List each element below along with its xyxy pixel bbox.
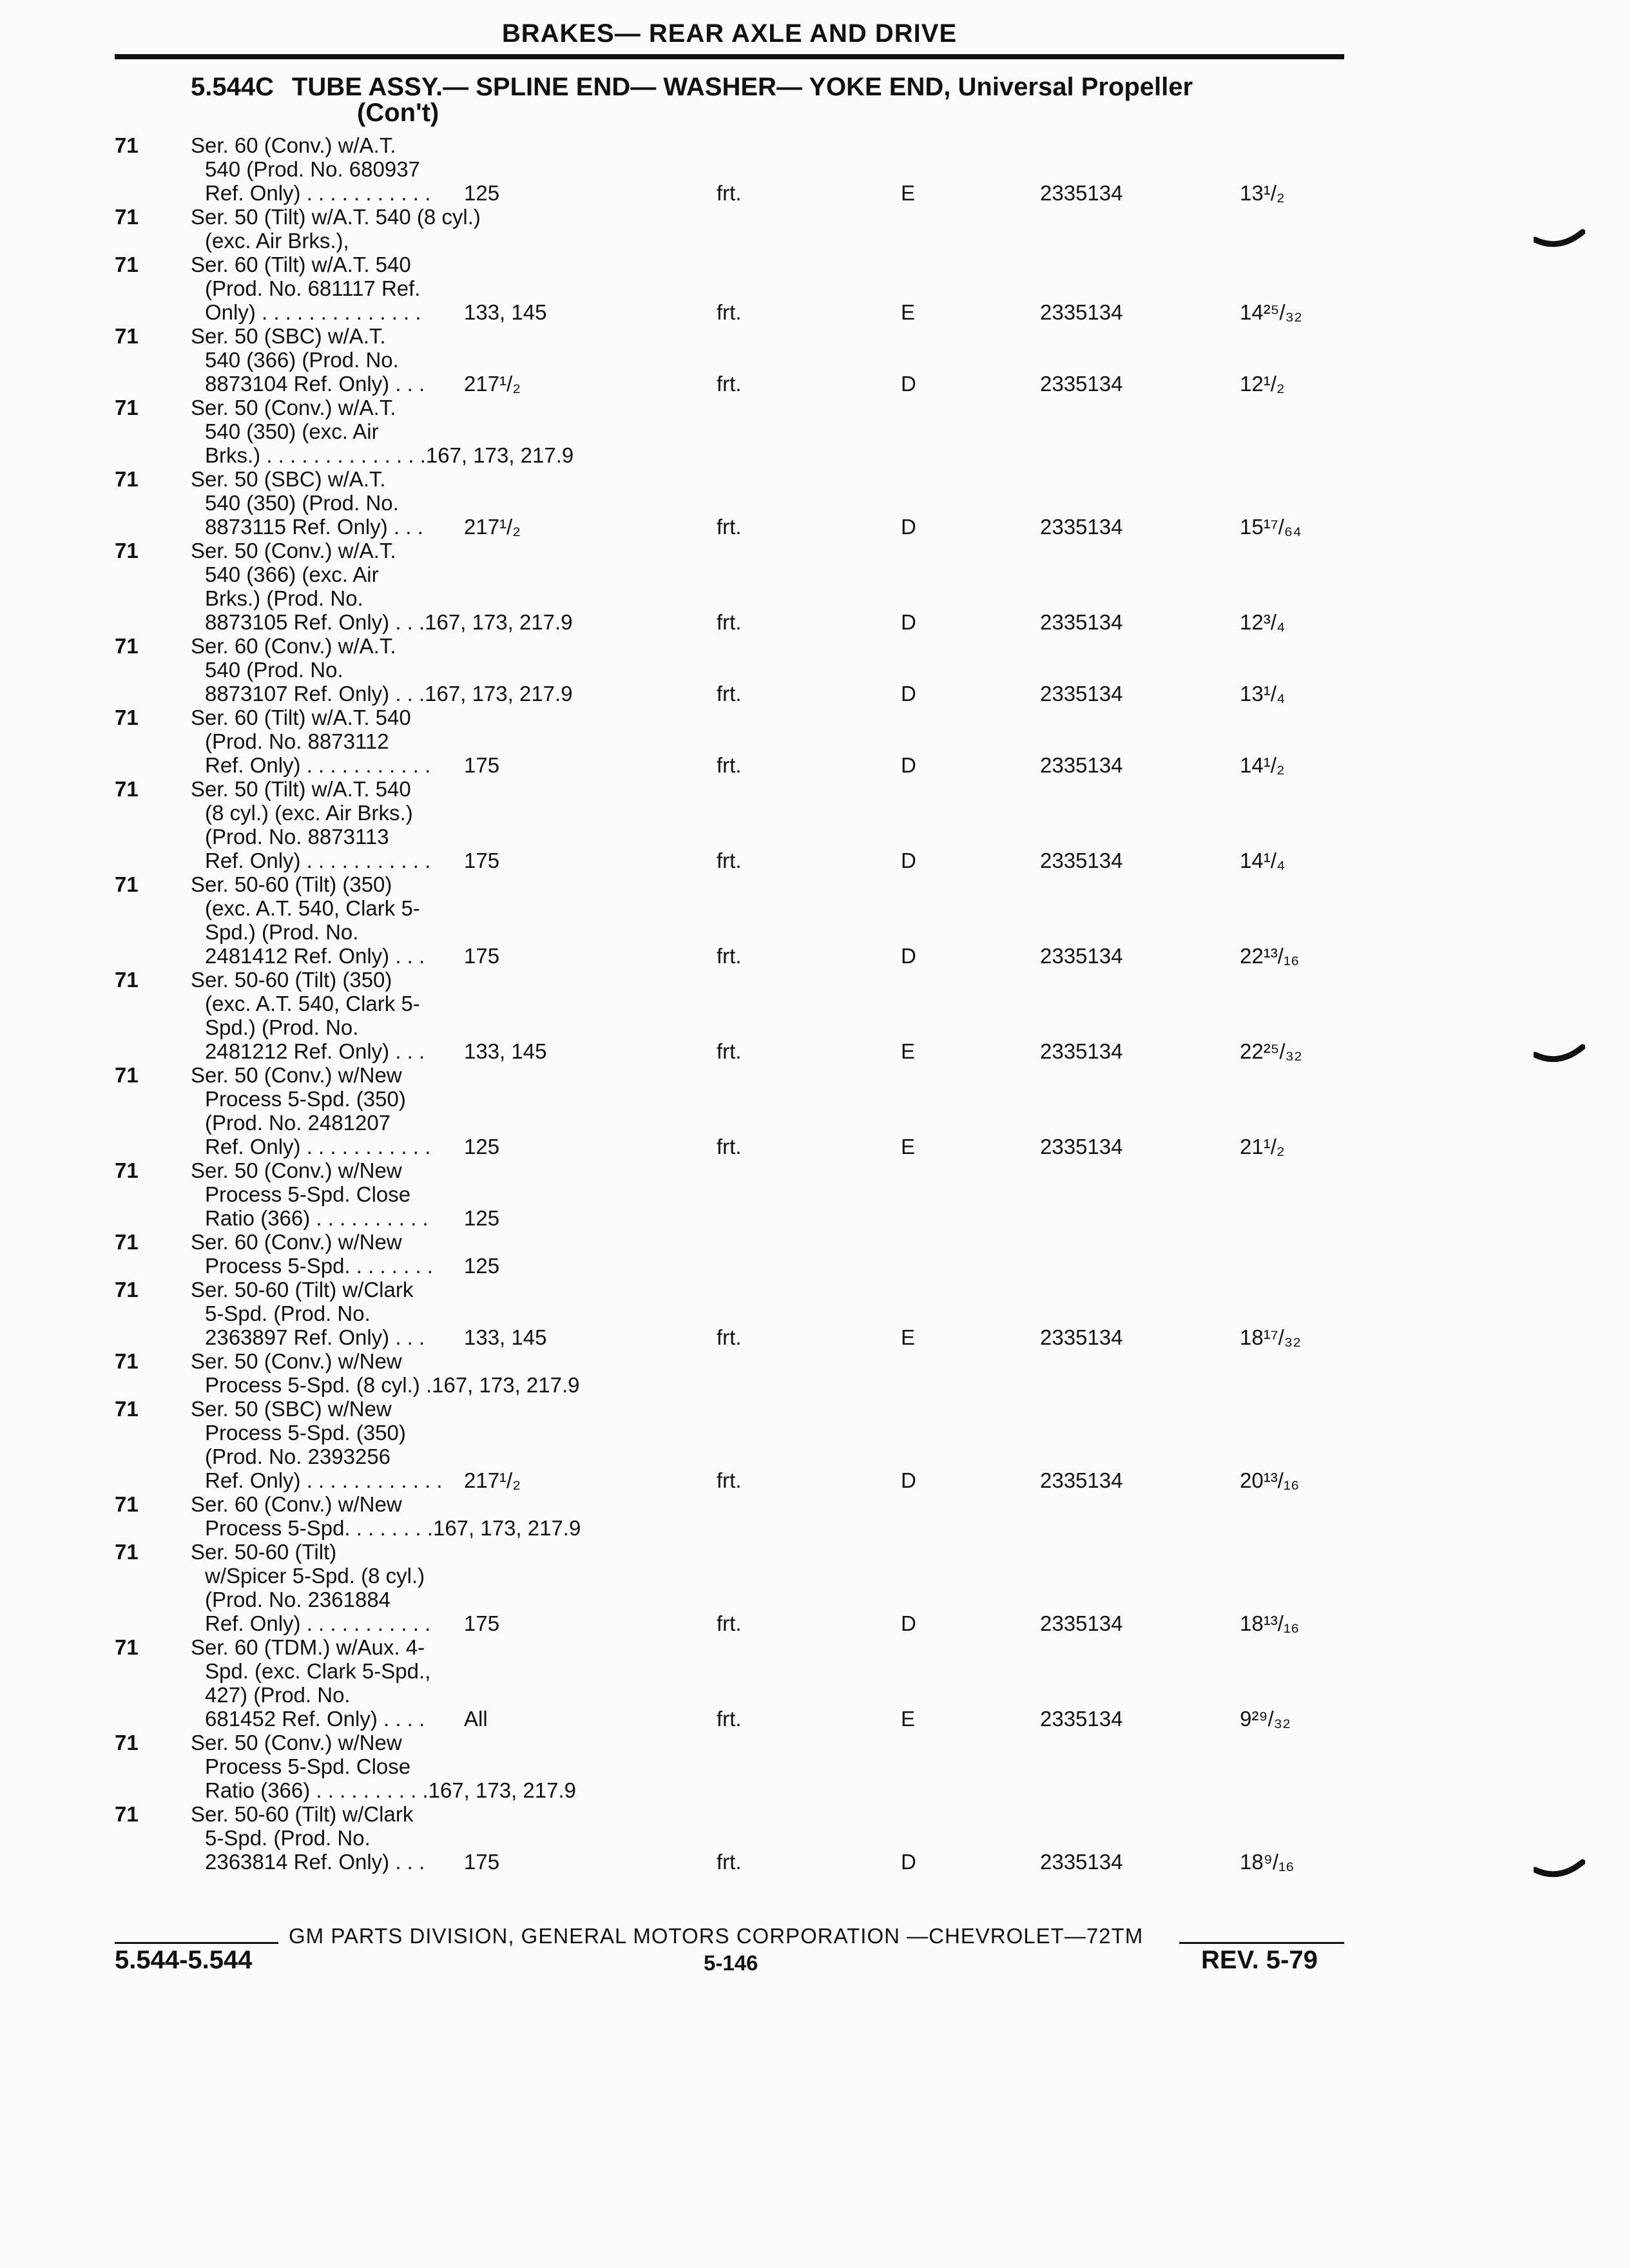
model-year: 71 bbox=[115, 1492, 139, 1516]
location: frt. bbox=[717, 372, 742, 396]
length: 14²⁵/₃₂ bbox=[1240, 300, 1302, 324]
application-description bbox=[191, 1278, 655, 1349]
code: E bbox=[901, 1707, 916, 1731]
model-year: 71 bbox=[115, 133, 139, 157]
code: D bbox=[901, 682, 916, 706]
location: frt. bbox=[717, 1039, 742, 1063]
model-year: 71 bbox=[115, 634, 139, 658]
description-line: Ser. 50 (SBC) w/New bbox=[191, 1397, 392, 1421]
application-description bbox=[191, 1540, 655, 1635]
application-description bbox=[191, 968, 655, 1063]
description-line: Brks.) . . . . . . . . . . . . . .167, 173, 217.9 bbox=[205, 443, 574, 467]
description-line: Ref. Only) . . . . . . . . . . . bbox=[205, 1611, 431, 1635]
description-line: (Prod. No. 2393256 bbox=[205, 1445, 391, 1468]
application-description bbox=[191, 324, 655, 396]
code: D bbox=[901, 610, 916, 634]
model-year: 71 bbox=[115, 1802, 139, 1826]
description-line: 2481212 Ref. Only) . . . bbox=[205, 1039, 425, 1063]
location: frt. bbox=[717, 300, 742, 324]
length: 18¹⁷/₃₂ bbox=[1240, 1325, 1302, 1349]
header-rule bbox=[115, 54, 1344, 59]
code: E bbox=[901, 1135, 916, 1158]
part-number: 2335134 bbox=[1040, 300, 1123, 324]
wheelbase: 217¹/₂ bbox=[464, 372, 521, 396]
part-number: 2335134 bbox=[1040, 753, 1123, 777]
description-line: 540 (366) (exc. Air bbox=[205, 562, 379, 586]
model-year: 71 bbox=[115, 1731, 139, 1754]
application-description bbox=[191, 467, 655, 539]
model-year: 71 bbox=[115, 324, 139, 348]
model-year: 71 bbox=[115, 872, 139, 896]
description-line: (exc. A.T. 540, Clark 5- bbox=[205, 992, 420, 1015]
description-line: Process 5-Spd. Close bbox=[205, 1754, 411, 1778]
list-item bbox=[0, 777, 1629, 872]
list-item bbox=[0, 133, 1629, 205]
description-line: Ref. Only) . . . . . . . . . . . bbox=[205, 753, 431, 777]
list-item bbox=[0, 539, 1629, 634]
description-line: Ser. 50-60 (Tilt) w/Clark bbox=[191, 1802, 414, 1826]
section-number: 5.544C bbox=[191, 73, 274, 101]
description-line: Ser. 50-60 (Tilt) (350) bbox=[191, 968, 392, 992]
location: frt. bbox=[717, 1707, 742, 1731]
description-line: Ratio (366) . . . . . . . . . .167, 173, 217.9 bbox=[205, 1778, 576, 1802]
wheelbase: 125 bbox=[464, 1135, 500, 1158]
description-line: Ser. 50-60 (Tilt) (350) bbox=[191, 872, 392, 896]
wheelbase: 125 bbox=[464, 1206, 500, 1230]
location: frt. bbox=[717, 1135, 742, 1158]
description-line: Ser. 50-60 (Tilt) w/Clark bbox=[191, 1278, 414, 1302]
description-line: 8873105 Ref. Only) . . .167, 173, 217.9 bbox=[205, 610, 573, 634]
description-line: Ser. 50 (SBC) w/A.T. bbox=[191, 467, 386, 491]
wheelbase: 133, 145 bbox=[464, 1325, 547, 1349]
list-item bbox=[0, 1230, 1629, 1278]
description-line: 2363814 Ref. Only) . . . bbox=[205, 1850, 425, 1874]
description-line: Ser. 50 (Conv.) w/New bbox=[191, 1349, 402, 1373]
length: 13¹/₄ bbox=[1240, 682, 1286, 706]
application-description bbox=[191, 1397, 655, 1492]
part-number: 2335134 bbox=[1040, 515, 1123, 539]
list-item bbox=[0, 1492, 1629, 1540]
model-year: 71 bbox=[115, 205, 139, 229]
model-year: 71 bbox=[115, 1349, 139, 1373]
description-line: Ref. Only) . . . . . . . . . . . bbox=[205, 849, 431, 872]
application-description bbox=[191, 205, 655, 253]
description-line: Spd.) (Prod. No. bbox=[205, 1015, 359, 1039]
length: 9²⁹/₃₂ bbox=[1240, 1707, 1291, 1731]
part-number: 2335134 bbox=[1040, 1850, 1123, 1874]
description-line: Process 5-Spd. Close bbox=[205, 1182, 411, 1206]
description-line: 681452 Ref. Only) . . . . bbox=[205, 1707, 425, 1731]
application-description bbox=[191, 396, 655, 467]
description-line: Ser. 50 (Conv.) w/A.T. bbox=[191, 539, 396, 562]
description-line: (Prod. No. 8873113 bbox=[205, 825, 389, 849]
list-item bbox=[0, 872, 1629, 968]
code: D bbox=[901, 849, 916, 872]
footer-range: 5.544-5.544 bbox=[115, 1946, 253, 1974]
code: D bbox=[901, 515, 916, 539]
description-line: 8873107 Ref. Only) . . .167, 173, 217.9 bbox=[205, 682, 573, 706]
length: 14¹/₄ bbox=[1240, 849, 1286, 872]
description-line: Ser. 50 (Conv.) w/New bbox=[191, 1063, 402, 1087]
part-number: 2335134 bbox=[1040, 682, 1123, 706]
code: D bbox=[901, 944, 916, 968]
description-line: Ser. 50-60 (Tilt) bbox=[191, 1540, 337, 1564]
list-item bbox=[0, 634, 1629, 706]
length: 14¹/₂ bbox=[1240, 753, 1285, 777]
location: frt. bbox=[717, 610, 742, 634]
description-line: Ser. 60 (Conv.) w/A.T. bbox=[191, 133, 396, 157]
description-line: Process 5-Spd. (350) bbox=[205, 1421, 406, 1445]
application-description bbox=[191, 1731, 655, 1802]
application-description bbox=[191, 1158, 655, 1230]
code: E bbox=[901, 1039, 916, 1063]
list-item bbox=[0, 253, 1629, 324]
model-year: 71 bbox=[115, 467, 139, 491]
length: 12¹/₂ bbox=[1240, 372, 1285, 396]
description-line: Ref. Only) . . . . . . . . . . . bbox=[205, 1135, 431, 1158]
application-description bbox=[191, 1349, 655, 1397]
description-line: Process 5-Spd. . . . . . . .167, 173, 217.9 bbox=[205, 1516, 581, 1540]
description-line: 8873115 Ref. Only) . . . bbox=[205, 515, 423, 539]
wheelbase: 133, 145 bbox=[464, 1039, 547, 1063]
description-line: Ser. 50 (Tilt) w/A.T. 540 (8 cyl.) bbox=[191, 205, 481, 229]
code: E bbox=[901, 1325, 916, 1349]
location: frt. bbox=[717, 1325, 742, 1349]
application-description bbox=[191, 634, 655, 706]
length: 20¹³/₁₆ bbox=[1240, 1468, 1300, 1492]
wheelbase: 133, 145 bbox=[464, 300, 547, 324]
part-number: 2335134 bbox=[1040, 610, 1123, 634]
description-line: Ser. 50 (Tilt) w/A.T. 540 bbox=[191, 777, 411, 801]
list-item bbox=[0, 706, 1629, 777]
application-description bbox=[191, 872, 655, 968]
model-year: 71 bbox=[115, 1635, 139, 1659]
part-number: 2335134 bbox=[1040, 1325, 1123, 1349]
description-line: Ser. 50 (Conv.) w/A.T. bbox=[191, 396, 396, 419]
description-line: Ser. 60 (Tilt) w/A.T. 540 bbox=[191, 706, 411, 729]
description-line: (Prod. No. 8873112 bbox=[205, 729, 389, 753]
list-item bbox=[0, 1540, 1629, 1635]
application-description bbox=[191, 1063, 655, 1158]
description-line: Process 5-Spd. (350) bbox=[205, 1087, 406, 1111]
code: D bbox=[901, 1850, 916, 1874]
footer-company: GM PARTS DIVISION, GENERAL MOTORS CORPORATION —CHEVROLET—72TM bbox=[289, 1924, 1144, 1948]
part-number: 2335134 bbox=[1040, 1039, 1123, 1063]
part-number: 2335134 bbox=[1040, 1135, 1123, 1158]
description-line: Ser. 60 (Conv.) w/A.T. bbox=[191, 634, 396, 658]
description-line: Only) . . . . . . . . . . . . . . bbox=[205, 300, 421, 324]
model-year: 71 bbox=[115, 1540, 139, 1564]
description-line: Ref. Only) . . . . . . . . . . . . bbox=[205, 1468, 443, 1492]
description-line: Ratio (366) . . . . . . . . . . bbox=[205, 1206, 429, 1230]
list-item bbox=[0, 1158, 1629, 1230]
description-line: (exc. A.T. 540, Clark 5- bbox=[205, 896, 420, 920]
list-item bbox=[0, 205, 1629, 253]
wheelbase: 175 bbox=[464, 849, 500, 872]
part-number: 2335134 bbox=[1040, 1707, 1123, 1731]
list-item bbox=[0, 1278, 1629, 1349]
wheelbase: 175 bbox=[464, 1611, 500, 1635]
page-header: BRAKES— REAR AXLE AND DRIVE bbox=[501, 19, 958, 48]
wheelbase: 175 bbox=[464, 753, 500, 777]
binder-mark-icon bbox=[1534, 1041, 1585, 1073]
wheelbase: 125 bbox=[464, 181, 500, 205]
list-item bbox=[0, 324, 1629, 396]
list-item bbox=[0, 467, 1629, 539]
list-item bbox=[0, 968, 1629, 1063]
wheelbase: 125 bbox=[464, 1254, 500, 1278]
footer-rule-right bbox=[1179, 1942, 1344, 1944]
location: frt. bbox=[717, 682, 742, 706]
model-year: 71 bbox=[115, 1063, 139, 1087]
list-item bbox=[0, 1063, 1629, 1158]
length: 22¹³/₁₆ bbox=[1240, 944, 1300, 968]
application-description bbox=[191, 539, 655, 634]
binder-mark-icon bbox=[1534, 1856, 1585, 1888]
length: 15¹⁷/₆₄ bbox=[1240, 515, 1302, 539]
description-line: Process 5-Spd. . . . . . . . bbox=[205, 1254, 433, 1278]
code: D bbox=[901, 753, 916, 777]
footer-rule-left bbox=[115, 1942, 278, 1944]
location: frt. bbox=[717, 515, 742, 539]
description-line: 427) (Prod. No. bbox=[205, 1683, 351, 1707]
code: D bbox=[901, 1611, 916, 1635]
description-line: Spd. (exc. Clark 5-Spd., bbox=[205, 1659, 431, 1683]
footer-revision: REV. 5-79 bbox=[1201, 1946, 1318, 1974]
length: 18⁹/₁₆ bbox=[1240, 1850, 1295, 1874]
description-line: 2481412 Ref. Only) . . . bbox=[205, 944, 425, 968]
length: 22²⁵/₃₂ bbox=[1240, 1039, 1302, 1063]
part-number: 2335134 bbox=[1040, 944, 1123, 968]
description-line: 5-Spd. (Prod. No. bbox=[205, 1302, 371, 1325]
description-line: Ser. 60 (TDM.) w/Aux. 4- bbox=[191, 1635, 425, 1659]
description-line: 540 (Prod. No. 680937 bbox=[205, 157, 420, 181]
parts-list bbox=[0, 133, 1629, 1874]
description-line: Ser. 50 (Conv.) w/New bbox=[191, 1731, 402, 1754]
application-description bbox=[191, 706, 655, 777]
description-line: 5-Spd. (Prod. No. bbox=[205, 1826, 371, 1850]
model-year: 71 bbox=[115, 253, 139, 276]
description-line: 2363897 Ref. Only) . . . bbox=[205, 1325, 425, 1349]
description-line: (exc. Air Brks.), bbox=[205, 229, 349, 253]
code: D bbox=[901, 1468, 916, 1492]
application-description bbox=[191, 1635, 655, 1731]
part-number: 2335134 bbox=[1040, 1611, 1123, 1635]
application-description bbox=[191, 1802, 655, 1874]
model-year: 71 bbox=[115, 539, 139, 562]
length: 13¹/₂ bbox=[1240, 181, 1285, 205]
description-line: Ser. 60 (Tilt) w/A.T. 540 bbox=[191, 253, 411, 276]
application-description bbox=[191, 777, 655, 872]
description-line: 8873104 Ref. Only) . . . bbox=[205, 372, 425, 396]
wheelbase: 175 bbox=[464, 1850, 500, 1874]
location: frt. bbox=[717, 944, 742, 968]
list-item bbox=[0, 1397, 1629, 1492]
description-line: (8 cyl.) (exc. Air Brks.) bbox=[205, 801, 413, 825]
model-year: 71 bbox=[115, 1230, 139, 1254]
binder-mark-icon bbox=[1534, 226, 1585, 258]
part-number: 2335134 bbox=[1040, 1468, 1123, 1492]
list-item bbox=[0, 1731, 1629, 1802]
footer-page-number: 5-146 bbox=[704, 1951, 758, 1975]
section-title-text: TUBE ASSY.— SPLINE END— WASHER— YOKE END, Universal Propeller bbox=[291, 73, 1193, 101]
description-line: Spd.) (Prod. No. bbox=[205, 920, 359, 944]
description-line: Ser. 60 (Conv.) w/New bbox=[191, 1492, 402, 1516]
part-number: 2335134 bbox=[1040, 181, 1123, 205]
description-line: Process 5-Spd. (8 cyl.) .167, 173, 217.9 bbox=[205, 1373, 580, 1397]
description-line: Ser. 50 (Conv.) w/New bbox=[191, 1158, 402, 1182]
description-line: Brks.) (Prod. No. bbox=[205, 586, 363, 610]
description-line: 540 (Prod. No. bbox=[205, 658, 343, 682]
model-year: 71 bbox=[115, 706, 139, 729]
section-title bbox=[191, 73, 1351, 101]
description-line: Ref. Only) . . . . . . . . . . . bbox=[205, 181, 431, 205]
description-line: 540 (350) (Prod. No. bbox=[205, 491, 399, 515]
description-line: (Prod. No. 681117 Ref. bbox=[205, 276, 421, 300]
list-item bbox=[0, 396, 1629, 467]
wheelbase: 175 bbox=[464, 944, 500, 968]
application-description bbox=[191, 253, 655, 324]
length: 21¹/₂ bbox=[1240, 1135, 1285, 1158]
description-line: w/Spicer 5-Spd. (8 cyl.) bbox=[205, 1564, 425, 1588]
application-description bbox=[191, 1492, 655, 1540]
description-line: (Prod. No. 2361884 bbox=[205, 1588, 391, 1611]
wheelbase: 217¹/₂ bbox=[464, 1468, 521, 1492]
code: E bbox=[901, 181, 916, 205]
model-year: 71 bbox=[115, 968, 139, 992]
location: frt. bbox=[717, 1611, 742, 1635]
location: frt. bbox=[717, 181, 742, 205]
application-description bbox=[191, 133, 655, 205]
description-line: Ser. 50 (SBC) w/A.T. bbox=[191, 324, 386, 348]
location: frt. bbox=[717, 753, 742, 777]
model-year: 71 bbox=[115, 777, 139, 801]
wheelbase: 217¹/₂ bbox=[464, 515, 521, 539]
list-item bbox=[0, 1802, 1629, 1874]
application-description bbox=[191, 1230, 655, 1278]
description-line: 540 (366) (Prod. No. bbox=[205, 348, 399, 372]
list-item bbox=[0, 1349, 1629, 1397]
description-line: (Prod. No. 2481207 bbox=[205, 1111, 391, 1135]
model-year: 71 bbox=[115, 396, 139, 419]
code: D bbox=[901, 372, 916, 396]
model-year: 71 bbox=[115, 1278, 139, 1302]
model-year: 71 bbox=[115, 1158, 139, 1182]
length: 18¹³/₁₆ bbox=[1240, 1611, 1300, 1635]
location: frt. bbox=[717, 849, 742, 872]
part-number: 2335134 bbox=[1040, 372, 1123, 396]
length: 12³/₄ bbox=[1240, 610, 1286, 634]
part-number: 2335134 bbox=[1040, 849, 1123, 872]
section-subtitle: (Con't) bbox=[357, 99, 439, 127]
wheelbase: All bbox=[464, 1707, 488, 1731]
location: frt. bbox=[717, 1850, 742, 1874]
list-item bbox=[0, 1635, 1629, 1731]
description-line: 540 (350) (exc. Air bbox=[205, 419, 379, 443]
model-year: 71 bbox=[115, 1397, 139, 1421]
code: E bbox=[901, 300, 916, 324]
location: frt. bbox=[717, 1468, 742, 1492]
description-line: Ser. 60 (Conv.) w/New bbox=[191, 1230, 402, 1254]
